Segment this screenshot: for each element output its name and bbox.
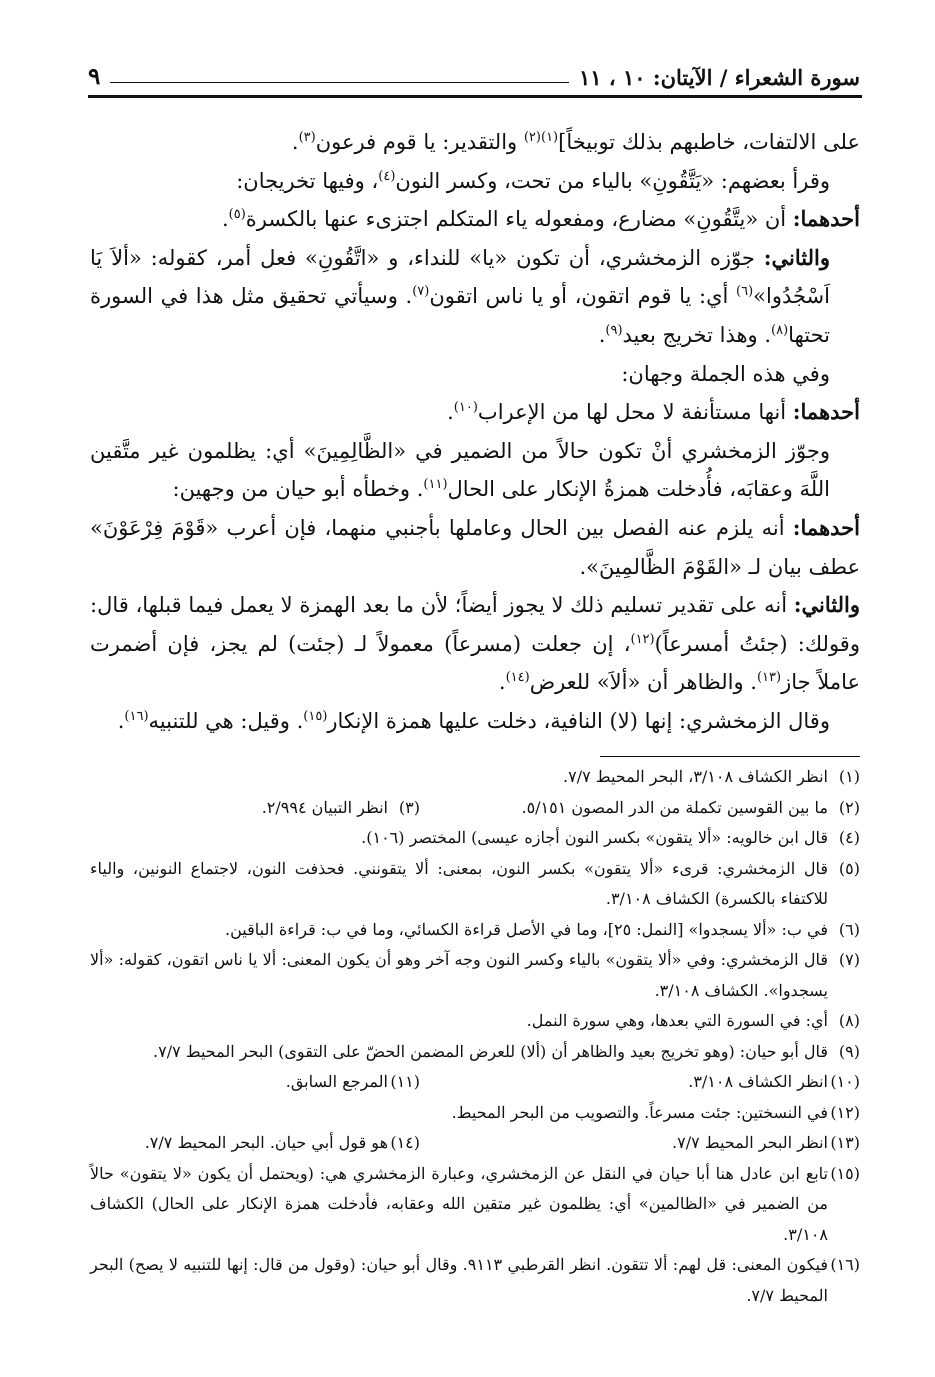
footnote: (٢) ما بين القوسين تكملة من الدر المصون ٥/١٥١. [521, 797, 860, 817]
paragraph: على الالتفات، خاطبهم بذلك توبيخاً]$^{(١)(٢)}$ والتقدير: يا قوم فرعون$^{(٣)}$. [291, 130, 860, 154]
footnote-ref: (٢) [523, 130, 541, 145]
footnote: (١٣) انظر البحر المحيط ٧/٧. [672, 1133, 860, 1152]
paragraph: وقرأ بعضهم: «يَتَّقُونِ» بالياء من تحت، وكسر النون$^{(٤)}$، وفيها تخريجان: [236, 168, 830, 193]
bold-lead: والثاني: [793, 592, 860, 618]
page-number: ٩ [88, 63, 101, 90]
footnote: (٥) قال الزمخشري: قرىء «ألا يتقون» بكسر النون، بمعنى: ألا يتقونني. فحذفت النون، لاجتماع النونين، والياء للاكتفاء بالكسرة) الكشاف ٣/١٠٨. [90, 858, 860, 908]
footnote-ref: (٩) [605, 322, 623, 338]
footnote: (١١) المرجع السابق. [285, 1072, 420, 1091]
bold-lead: أحدهما: [792, 399, 860, 425]
main-text [90, 123, 860, 741]
footnote: (٤) قال ابن خالويه: «ألا يتقون» بكسر النون أجازه عيسى) المختصر (١٠٦). [361, 828, 860, 847]
footnote: (١) انظر الكشاف ٣/١٠٨، البحر المحيط ٧/٧. [563, 767, 860, 786]
bold-lead: أحدهما: [792, 206, 860, 232]
paragraph: وقال الزمخشري: إنها (لا) النافية، دخلت عليها همزة الإنكار$^{(١٥)}$. وقيل: هي للتنبيه$^{(١٦)}$. [117, 708, 830, 733]
footnote: (١٥) تابع ابن عادل هنا أبا حيان في النقل عن الزمخشري، وعبارة الزمخشري هي: (ويحتمل أن يكون «لا يتقون» حالاً من الضمير في «الظالمين» أي: يظلمون غير متقين الله وعقابه، فأدخلت همزة الإنكار على الحال) الكشاف ٣/١٠٨. [90, 1163, 860, 1244]
paragraph: أحدهما: أنه يلزم عنه الفصل بين الحال وعاملها بأجنبي منهما، فإن أعرب «قَوْمَ فِرْعَوْنَ» عطف بيان لـ «القَوْمَ الظَّالمِينَ». [90, 514, 860, 579]
footnote-pair [90, 1128, 860, 1159]
footnote: (١٠) انظر الكشاف ٣/١٠٨. [688, 1072, 860, 1091]
paragraph: أحدهما: أن «يتَّقُونِ» مضارع، ومفعوله ياء المتكلم اجتزىء عنها بالكسرة$^{(٥)}$. [221, 206, 860, 232]
footnote-pair [90, 1067, 860, 1098]
bold-lead: أحدهما: [792, 514, 860, 540]
footnote-ref: (١٤) [505, 670, 530, 686]
footnote: (٣) انظر التبيان ٢/٩٩٤. [261, 797, 420, 817]
footnote-rule [600, 756, 860, 757]
footnote: (٨) أي: في السورة التي بعدها، وهي سورة النمل. [526, 1011, 860, 1030]
footnote-ref: (١) [540, 130, 559, 145]
footnote-ref: (١٢) [630, 631, 655, 647]
header-rule [88, 95, 862, 98]
footnote: (٧) قال الزمخشري: وفي «ألا يتقون» بالياء وكسر النون وجه آخر وهو أن يكون المعنى: ألا يا ناس اتقون، كقوله: «ألا يسجدوا». الكشاف ٣/١٠٨. [90, 950, 860, 1000]
paragraph: وجوّز الزمخشري أنْ تكون حالاً من الضمير في «الظَّالِمِينَ» أي: يظلمون غير متَّقين اللَّهَ وعقابَه، فأُدخلت همزةُ الإنكار على الحال$^{(١١)}$. وخطأه أبو حيان من وجهين: [90, 438, 830, 502]
footnote: (٦) في ب: «ألا يسجدوا» [النمل: ٢٥]، وما في الأصل قراءة الكسائي، وما في ب: قراءة الباقين. [225, 919, 860, 939]
footnote-ref: (٤) [378, 168, 396, 184]
footnote-ref: (١٠) [453, 400, 478, 416]
footnote: (١٤) هو قول أبي حيان. البحر المحيط ٧/٧. [144, 1133, 420, 1152]
paragraph: والثاني: أنه على تقدير تسليم ذلك لا يجوز أيضاً؛ لأن ما بعد الهمزة لا يعمل فيما قبلها، قال: وقولك: (جئتُ أمسرعاً)$^{(١٢)}$، إن جعلت (مسرعاً) معمولاً لـ (جئت) لم يجز، فإن أضمرت عاملاً جاز$^{(١٣)}$. والظاهر أن «ألاَ» للعرض$^{(١٤)}$. [90, 592, 860, 695]
bold-lead: والثاني: [763, 244, 830, 270]
footnote-ref: (٦) [736, 284, 754, 300]
running-header [88, 54, 860, 90]
footnote: (١٢) في النسختين: جئت مسرعاً. والتصويب من البحر المحيط. [451, 1102, 860, 1122]
footnote-ref: (٧) [412, 284, 430, 300]
header-title: سورة الشعراء / الآيتان: ١٠ ، ١١ [579, 65, 860, 90]
footnote-ref: (١٦) [124, 708, 149, 724]
footnote-ref: (٣) [298, 130, 316, 145]
footnote-ref: (٥) [228, 207, 246, 223]
footnote-ref: (١٣) [756, 670, 782, 686]
footnote: (٩) قال أبو حيان: (وهو تخريج بعيد والظاهر أن (ألا) للعرض المضمن الحضّ على التقوى) البحر المحيط ٧/٧. [153, 1041, 860, 1061]
header-dash-line [110, 82, 569, 83]
footnote-ref: (١٥) [303, 708, 328, 724]
paragraph: والثاني: جوّزه الزمخشري، أن تكون «يا» للنداء، و «اتَّقُونِ» فعل أمر، كقوله: «ألاَ يَا اَسْجُدُوا»$^{(٦)}$ أي: يا قوم اتقون، أو يا ناس اتقون$^{(٧)}$. وسيأتي تحقيق مثل هذا في السورة تحتها$^{(٨)}$. وهذا تخريج بعيد$^{(٩)}$. [90, 244, 830, 347]
footnote-pair [90, 793, 860, 824]
paragraph: وفي هذه الجملة وجهان: [621, 361, 830, 386]
footnote-ref: (١١) [423, 477, 448, 493]
paragraph: أحدهما: أنها مستأنفة لا محل لها من الإعراب$^{(١٠)}$. [447, 399, 860, 425]
footnote: (١٦) فيكون المعنى: قل لهم: ألا تتقون. انظر القرطبي ٩١١٣. وقال أبو حيان: (وقول من قال: إنها للتنبيه لا يصح) البحر المحيط ٧/٧. [90, 1255, 860, 1305]
footnotes [90, 762, 860, 1311]
footnote-ref: (٨) [771, 322, 789, 338]
